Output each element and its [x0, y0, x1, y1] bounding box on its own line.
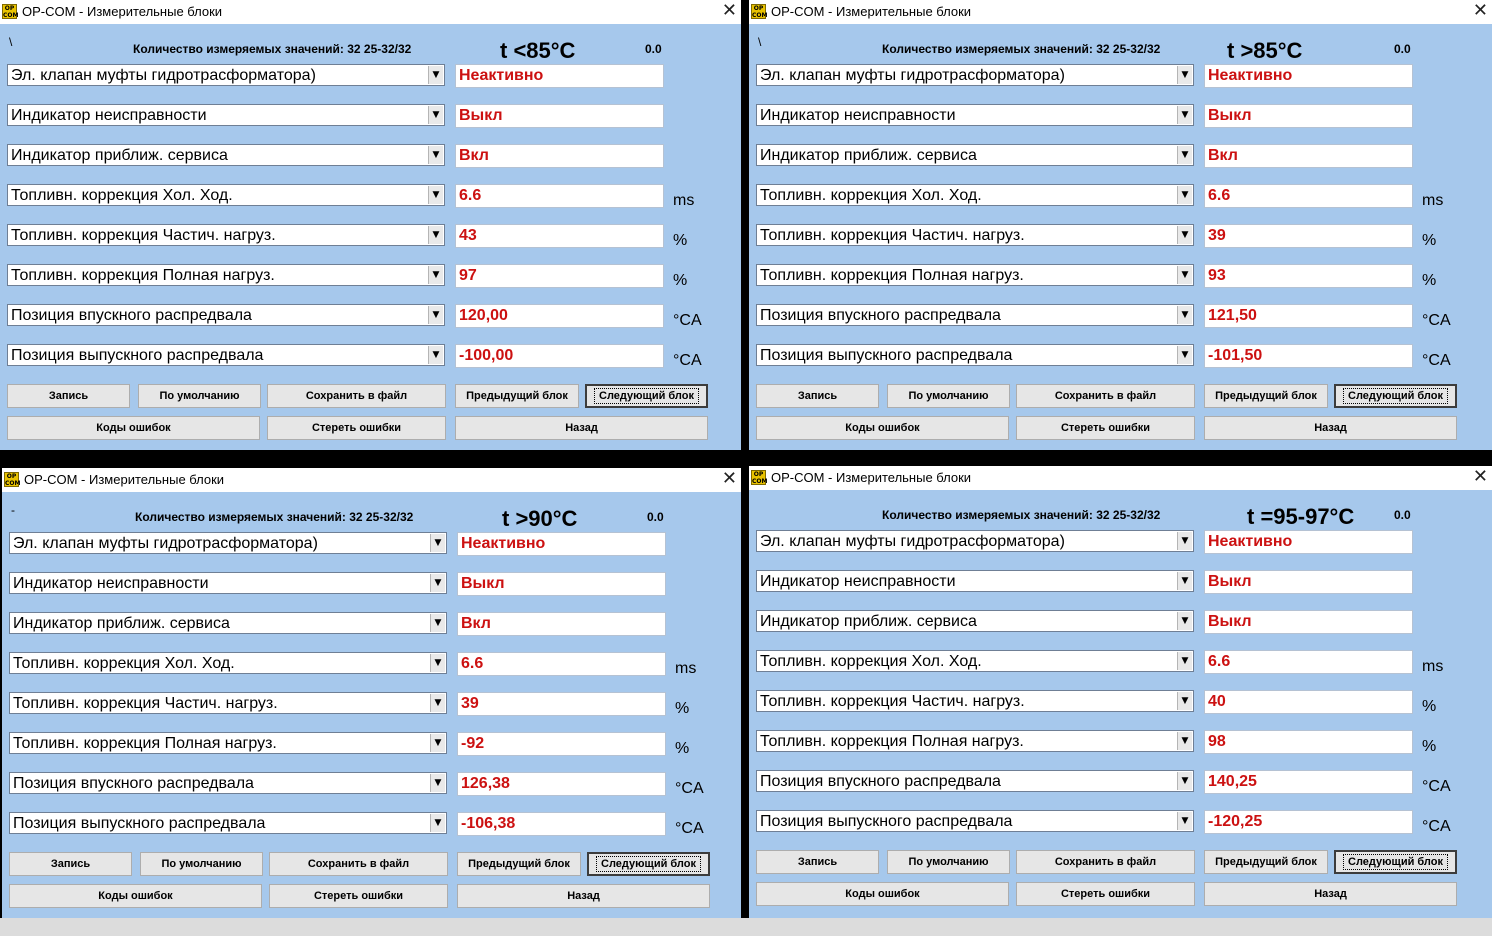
parameter-select[interactable] [756, 770, 1194, 792]
clear-button[interactable]: Стереть ошибки [1016, 416, 1195, 440]
parameter-value: 6.6 [1204, 184, 1413, 208]
opcom-app-icon: OP COM [752, 5, 768, 19]
next-button-label: Следующий блок [1343, 388, 1448, 404]
parameter-select[interactable] [7, 184, 445, 206]
chevron-down-icon[interactable]: ▼ [428, 306, 443, 324]
opcom-app-icon: OP COM [5, 473, 21, 487]
parameter-select[interactable] [9, 692, 447, 714]
parameter-label: Топливн. коррекция Частич. нагруз. [760, 227, 1025, 244]
measuring-window-2 [749, 0, 1492, 450]
measurement-row [749, 224, 1492, 248]
parameter-label: Индикатор неисправности [13, 575, 209, 592]
parameter-value: 39 [1204, 224, 1413, 248]
parameter-label: Топливн. коррекция Частич. нагруз. [13, 695, 278, 712]
parameter-select[interactable] [9, 812, 447, 834]
measurement-row [2, 572, 741, 596]
parameter-select[interactable] [9, 572, 447, 594]
chevron-down-icon[interactable]: ▼ [1177, 692, 1192, 710]
chevron-down-icon[interactable]: ▼ [1177, 66, 1192, 84]
chevron-down-icon[interactable]: ▼ [1177, 186, 1192, 204]
parameter-select[interactable] [7, 264, 445, 286]
save-button[interactable]: Сохранить в файл [267, 384, 446, 408]
measurement-row [749, 570, 1492, 594]
parameter-label: Индикатор неисправности [11, 107, 207, 124]
parameter-select[interactable] [7, 144, 445, 166]
parameter-select[interactable] [756, 184, 1194, 206]
parameter-value: Неактивно [1204, 530, 1413, 554]
prev-button[interactable]: Предыдущий блок [1204, 850, 1328, 874]
bottom-strip [0, 918, 1492, 936]
parameter-label: Топливн. коррекция Полная нагруз. [760, 733, 1024, 750]
unit-label: °CA [675, 820, 704, 837]
temperature-label: t >85°C [1227, 38, 1303, 63]
window-title: OP-COM - Измерительные блоки [22, 4, 223, 19]
close-icon[interactable]: ✕ [1472, 0, 1488, 21]
measurement-row [0, 344, 741, 368]
title-bar [0, 0, 741, 24]
unit-label: °CA [1422, 352, 1451, 369]
measurement-row [749, 530, 1492, 554]
chevron-down-icon[interactable]: ▼ [430, 814, 445, 832]
parameter-value: 40 [1204, 690, 1413, 714]
measurement-row [0, 144, 741, 168]
parameter-value: Выкл [1204, 570, 1413, 594]
back-button[interactable]: Назад [455, 416, 708, 440]
measurement-row [749, 610, 1492, 634]
parameter-select[interactable] [7, 224, 445, 246]
measurement-row [0, 184, 741, 208]
chevron-down-icon[interactable]: ▼ [428, 146, 443, 164]
parameter-select[interactable] [7, 64, 445, 86]
measuring-window-1 [0, 0, 741, 450]
parameter-select[interactable] [7, 304, 445, 326]
parameter-value: 43 [455, 224, 664, 248]
chevron-down-icon[interactable]: ▼ [430, 774, 445, 792]
chevron-down-icon[interactable]: ▼ [428, 106, 443, 124]
temperature-label: t <85°C [500, 38, 576, 63]
opcom-app-icon: OP COM [752, 471, 768, 485]
close-icon[interactable]: ✕ [1472, 466, 1488, 487]
chevron-down-icon[interactable]: ▼ [428, 186, 443, 204]
parameter-label: Эл. клапан муфты гидротрасформатора) [760, 533, 1065, 550]
parameter-label: Индикатор неисправности [760, 573, 956, 590]
parameter-value: 140,25 [1204, 770, 1413, 794]
parameter-label: Топливн. коррекция Частич. нагруз. [11, 227, 276, 244]
measurement-row [749, 64, 1492, 88]
save-button[interactable]: Сохранить в файл [269, 852, 448, 876]
corner-indicator: \ [758, 35, 762, 49]
parameter-value: -106,38 [457, 812, 666, 836]
parameter-label: Позиция выпускного распредвала [760, 813, 1013, 830]
chevron-down-icon[interactable]: ▼ [428, 226, 443, 244]
parameter-select[interactable] [756, 104, 1194, 126]
readout-value: 0.0 [1394, 42, 1411, 56]
temperature-label: t >90°C [502, 506, 578, 531]
unit-label: °CA [675, 780, 704, 797]
readout-value: 0.0 [1394, 508, 1411, 522]
unit-label: % [675, 740, 690, 757]
chevron-down-icon[interactable]: ▼ [1177, 306, 1192, 324]
chevron-down-icon[interactable]: ▼ [1177, 532, 1192, 550]
back-button[interactable]: Назад [1204, 416, 1457, 440]
default-button[interactable]: По умолчанию [140, 852, 263, 876]
unit-label: % [1422, 272, 1437, 289]
horizontal-divider [0, 450, 1492, 466]
clear-button[interactable]: Стереть ошибки [1016, 882, 1195, 906]
parameter-select[interactable] [9, 612, 447, 634]
window-title: OP-COM - Измерительные блоки [771, 470, 972, 485]
parameter-label: Индикатор приближ. сервиса [11, 147, 228, 164]
measurement-row [0, 224, 741, 248]
chevron-down-icon[interactable]: ▼ [1177, 612, 1192, 630]
save-button[interactable]: Сохранить в файл [1016, 384, 1195, 408]
parameter-value: -92 [457, 732, 666, 756]
parameter-value: Выкл [1204, 610, 1413, 634]
chevron-down-icon[interactable]: ▼ [430, 534, 445, 552]
parameter-label: Позиция выпускного распредвала [11, 347, 264, 364]
measurement-row [749, 650, 1492, 674]
window-title: OP-COM - Измерительные блоки [24, 472, 225, 487]
chevron-down-icon[interactable]: ▼ [1177, 772, 1192, 790]
parameter-select[interactable] [756, 530, 1194, 552]
parameter-select[interactable] [756, 690, 1194, 712]
parameter-value: 98 [1204, 730, 1413, 754]
value-count-label: Количество измеряемых значений: 32 25-32/32 [133, 42, 412, 56]
value-count-label: Количество измеряемых значений: 32 25-32/32 [882, 42, 1161, 56]
corner-indicator: - [11, 503, 15, 517]
parameter-label: Топливн. коррекция Хол. Ход. [760, 187, 982, 204]
parameter-select[interactable] [9, 772, 447, 794]
measurement-row [0, 304, 741, 328]
next-button-label: Следующий блок [1343, 854, 1448, 870]
clear-button[interactable]: Стереть ошибки [267, 416, 446, 440]
parameter-select[interactable] [9, 532, 447, 554]
unit-label: °CA [673, 312, 702, 329]
next-button[interactable] [1334, 384, 1457, 408]
unit-label: °CA [1422, 818, 1451, 835]
parameter-label: Эл. клапан муфты гидротрасформатора) [11, 67, 316, 84]
parameter-value: Вкл [1204, 144, 1413, 168]
parameter-value: Неактивно [457, 532, 666, 556]
measuring-window-4 [749, 466, 1492, 918]
corner-indicator: \ [9, 35, 13, 49]
measurement-row [749, 810, 1492, 834]
parameter-value: -100,00 [455, 344, 664, 368]
parameter-label: Топливн. коррекция Хол. Ход. [13, 655, 235, 672]
parameter-value: 126,38 [457, 772, 666, 796]
clear-button[interactable]: Стереть ошибки [269, 884, 448, 908]
chevron-down-icon[interactable]: ▼ [430, 694, 445, 712]
default-button[interactable]: По умолчанию [887, 850, 1010, 874]
parameter-value: Неактивно [455, 64, 664, 88]
readout-value: 0.0 [647, 510, 664, 524]
parameter-select[interactable] [756, 730, 1194, 752]
chevron-down-icon[interactable]: ▼ [430, 574, 445, 592]
chevron-down-icon[interactable]: ▼ [1177, 346, 1192, 364]
parameter-label: Топливн. коррекция Полная нагруз. [11, 267, 275, 284]
parameter-label: Топливн. коррекция Хол. Ход. [11, 187, 233, 204]
record-button[interactable]: Запись [9, 852, 132, 876]
measurement-row [749, 730, 1492, 754]
parameter-value: 6.6 [455, 184, 664, 208]
parameter-select[interactable] [756, 650, 1194, 672]
unit-label: % [673, 272, 688, 289]
measurement-row [2, 692, 741, 716]
unit-label: % [1422, 738, 1437, 755]
parameter-value: 6.6 [457, 652, 666, 676]
chevron-down-icon[interactable]: ▼ [430, 614, 445, 632]
prev-button[interactable]: Предыдущий блок [457, 852, 581, 876]
parameter-label: Позиция впускного распредвала [760, 307, 1001, 324]
opcom-app-icon: OP COM [3, 5, 19, 19]
default-button[interactable]: По умолчанию [138, 384, 261, 408]
unit-label: °CA [673, 352, 702, 369]
parameter-label: Позиция впускного распредвала [11, 307, 252, 324]
unit-label: ms [673, 192, 695, 209]
parameter-select[interactable] [7, 344, 445, 366]
measurement-row [2, 612, 741, 636]
chevron-down-icon[interactable]: ▼ [1177, 652, 1192, 670]
measurement-row [2, 732, 741, 756]
chevron-down-icon[interactable]: ▼ [428, 346, 443, 364]
measurement-row [0, 104, 741, 128]
measurement-row [749, 184, 1492, 208]
chevron-down-icon[interactable]: ▼ [1177, 812, 1192, 830]
parameter-select[interactable] [756, 304, 1194, 326]
measurement-row [2, 652, 741, 676]
readout-value: 0.0 [645, 42, 662, 56]
parameter-select[interactable] [756, 224, 1194, 246]
parameter-label: Индикатор приближ. сервиса [13, 615, 230, 632]
parameter-value: Неактивно [1204, 64, 1413, 88]
next-button[interactable] [585, 384, 708, 408]
value-count-label: Количество измеряемых значений: 32 25-32/32 [882, 508, 1161, 522]
chevron-down-icon[interactable]: ▼ [1177, 226, 1192, 244]
measurement-row [0, 64, 741, 88]
back-button[interactable]: Назад [1204, 882, 1457, 906]
chevron-down-icon[interactable]: ▼ [430, 654, 445, 672]
parameter-value: 6.6 [1204, 650, 1413, 674]
unit-label: °CA [1422, 778, 1451, 795]
parameter-select[interactable] [756, 144, 1194, 166]
parameter-label: Топливн. коррекция Частич. нагруз. [760, 693, 1025, 710]
save-button[interactable]: Сохранить в файл [1016, 850, 1195, 874]
codes-button[interactable]: Коды ошибок [7, 416, 260, 440]
measurement-row [749, 144, 1492, 168]
vertical-divider [741, 0, 747, 936]
parameter-value: 93 [1204, 264, 1413, 288]
parameter-select[interactable] [9, 732, 447, 754]
next-button[interactable] [1334, 850, 1457, 874]
parameter-select[interactable] [7, 104, 445, 126]
chevron-down-icon[interactable]: ▼ [1177, 146, 1192, 164]
parameter-label: Индикатор приближ. сервиса [760, 147, 977, 164]
parameter-select[interactable] [756, 64, 1194, 86]
parameter-label: Индикатор приближ. сервиса [760, 613, 977, 630]
parameter-value: -101,50 [1204, 344, 1413, 368]
parameter-value: Выкл [1204, 104, 1413, 128]
unit-label: % [1422, 698, 1437, 715]
window-title: OP-COM - Измерительные блоки [771, 4, 972, 19]
measurement-row [2, 772, 741, 796]
parameter-label: Позиция впускного распредвала [13, 775, 254, 792]
codes-button[interactable]: Коды ошибок [756, 882, 1009, 906]
measurement-row [749, 690, 1492, 714]
measurement-row [2, 532, 741, 556]
codes-button[interactable]: Коды ошибок [9, 884, 262, 908]
chevron-down-icon[interactable]: ▼ [1177, 106, 1192, 124]
parameter-select[interactable] [9, 652, 447, 674]
measurement-row [749, 304, 1492, 328]
parameter-label: Эл. клапан муфты гидротрасформатора) [760, 67, 1065, 84]
parameter-select[interactable] [756, 810, 1194, 832]
parameter-label: Топливн. коррекция Полная нагруз. [760, 267, 1024, 284]
measurement-row [749, 264, 1492, 288]
measuring-window-3 [2, 468, 741, 918]
parameter-select[interactable] [756, 344, 1194, 366]
unit-label: ms [1422, 192, 1444, 209]
unit-label: % [1422, 232, 1437, 249]
chevron-down-icon[interactable]: ▼ [428, 66, 443, 84]
default-button[interactable]: По умолчанию [887, 384, 1010, 408]
parameter-value: -120,25 [1204, 810, 1413, 834]
record-button[interactable]: Запись [756, 850, 879, 874]
chevron-down-icon[interactable]: ▼ [428, 266, 443, 284]
prev-button[interactable]: Предыдущий блок [1204, 384, 1328, 408]
next-button[interactable] [587, 852, 710, 876]
parameter-value: 39 [457, 692, 666, 716]
record-button[interactable]: Запись [756, 384, 879, 408]
close-icon[interactable]: ✕ [721, 0, 737, 21]
parameter-label: Позиция выпускного распредвала [13, 815, 266, 832]
unit-label: ms [675, 660, 697, 677]
prev-button[interactable]: Предыдущий блок [455, 384, 579, 408]
title-bar [749, 466, 1492, 490]
parameter-label: Позиция впускного распредвала [760, 773, 1001, 790]
next-button-label: Следующий блок [594, 388, 699, 404]
parameter-select[interactable] [756, 610, 1194, 632]
parameter-select[interactable] [756, 264, 1194, 286]
next-button-label: Следующий блок [596, 856, 701, 872]
chevron-down-icon[interactable]: ▼ [430, 734, 445, 752]
back-button[interactable]: Назад [457, 884, 710, 908]
chevron-down-icon[interactable]: ▼ [1177, 572, 1192, 590]
unit-label: % [675, 700, 690, 717]
parameter-label: Позиция выпускного распредвала [760, 347, 1013, 364]
parameter-label: Индикатор неисправности [760, 107, 956, 124]
parameter-value: 97 [455, 264, 664, 288]
parameter-value: 120,00 [455, 304, 664, 328]
parameter-value: Выкл [455, 104, 664, 128]
title-bar [749, 0, 1492, 24]
parameter-value: Вкл [455, 144, 664, 168]
parameter-value: Выкл [457, 572, 666, 596]
unit-label: % [673, 232, 688, 249]
chevron-down-icon[interactable]: ▼ [1177, 732, 1192, 750]
unit-label: ms [1422, 658, 1444, 675]
parameter-select[interactable] [756, 570, 1194, 592]
unit-label: °CA [1422, 312, 1451, 329]
measurement-row [749, 104, 1492, 128]
chevron-down-icon[interactable]: ▼ [1177, 266, 1192, 284]
title-bar [2, 468, 741, 492]
measurement-row [0, 264, 741, 288]
value-count-label: Количество измеряемых значений: 32 25-32/32 [135, 510, 414, 524]
parameter-label: Эл. клапан муфты гидротрасформатора) [13, 535, 318, 552]
parameter-label: Топливн. коррекция Полная нагруз. [13, 735, 277, 752]
measurement-row [2, 812, 741, 836]
codes-button[interactable]: Коды ошибок [756, 416, 1009, 440]
measurement-row [749, 770, 1492, 794]
close-icon[interactable]: ✕ [721, 468, 737, 489]
parameter-value: 121,50 [1204, 304, 1413, 328]
parameter-label: Топливн. коррекция Хол. Ход. [760, 653, 982, 670]
parameter-value: Вкл [457, 612, 666, 636]
temperature-label: t =95-97°C [1247, 504, 1355, 529]
measurement-row [749, 344, 1492, 368]
record-button[interactable]: Запись [7, 384, 130, 408]
